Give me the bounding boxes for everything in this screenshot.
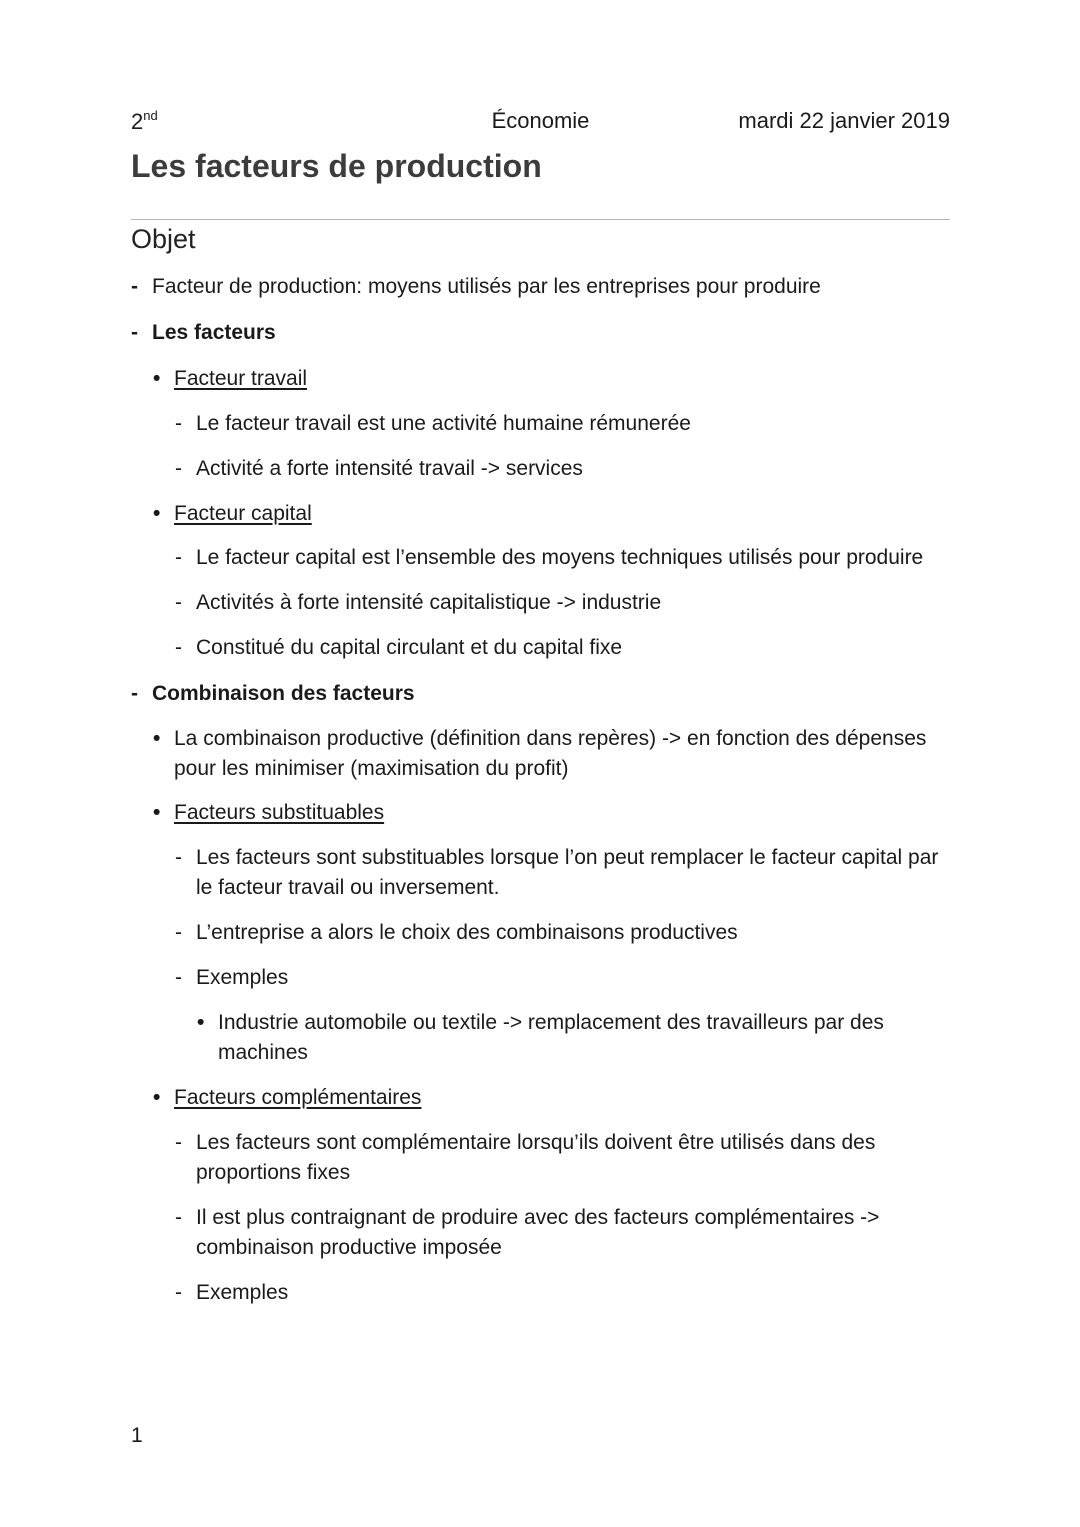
- list-item: - Activités à forte intensité capitalistique -> industrie: [131, 588, 950, 618]
- dash-marker: -: [131, 682, 138, 705]
- list-item: - Activité a forte intensité travail -> services: [131, 454, 950, 484]
- dash-marker: -: [175, 921, 182, 944]
- list-item: • Facteur travail: [131, 364, 950, 394]
- dash-marker: -: [131, 275, 138, 298]
- bullet-marker: •: [153, 801, 161, 824]
- list-item: • Industrie automobile ou textile -> remplacement des travailleurs par des machines: [131, 1008, 950, 1068]
- bullet-marker: •: [153, 367, 161, 390]
- list-item: • La combinaison productive (définition dans repères) -> en fonction des dépenses pour les minimiser (maximisation du profit): [131, 724, 950, 784]
- list-item: - Constitué du capital circulant et du capital fixe: [131, 633, 950, 663]
- list-item: - Exemples: [131, 1278, 950, 1308]
- bullet-marker: •: [153, 1086, 161, 1109]
- header-divider: [131, 219, 950, 220]
- dash-marker: -: [175, 1206, 182, 1229]
- list-item: - Les facteurs sont complémentaire lorsqu’ils doivent être utilisés dans des proportions fixes: [131, 1128, 950, 1188]
- dash-marker: -: [175, 457, 182, 480]
- list-item: - Le facteur travail est une activité humaine rémunerée: [131, 409, 950, 439]
- page-title: Les facteurs de production: [131, 148, 542, 184]
- dash-marker: -: [131, 321, 138, 344]
- list-item: • Facteurs complémentaires: [131, 1083, 950, 1113]
- notes-list: [131, 272, 950, 1308]
- subject-label: Économie: [491, 108, 590, 133]
- bullet-marker: •: [197, 1011, 205, 1034]
- list-item: - Facteur de production: moyens utilisés par les entreprises pour produire: [131, 272, 950, 302]
- list-item: - Exemples: [131, 963, 950, 993]
- dash-marker: -: [175, 546, 182, 569]
- dash-marker: -: [175, 636, 182, 659]
- list-item: - Combinaison des facteurs: [131, 679, 950, 709]
- dash-marker: -: [175, 1131, 182, 1154]
- grade-label: 2nd: [131, 108, 158, 134]
- list-item: - Les facteurs sont substituables lorsque l’on peut remplacer le facteur capital par le facteur travail ou inversement.: [131, 843, 950, 903]
- list-item: - L’entreprise a alors le choix des combinaisons productives: [131, 918, 950, 948]
- page-header: [131, 108, 950, 138]
- dash-marker: -: [175, 412, 182, 435]
- dash-marker: -: [175, 846, 182, 869]
- date-label: mardi 22 janvier 2019: [738, 108, 950, 133]
- list-item: • Facteur capital: [131, 499, 950, 529]
- dash-marker: -: [175, 1281, 182, 1304]
- bullet-marker: •: [153, 727, 161, 750]
- list-item: - Le facteur capital est l’ensemble des moyens techniques utilisés pour produire: [131, 543, 950, 573]
- dash-marker: -: [175, 966, 182, 989]
- list-item: - Les facteurs: [131, 318, 950, 348]
- dash-marker: -: [175, 591, 182, 614]
- list-item: • Facteurs substituables: [131, 798, 950, 828]
- bullet-marker: •: [153, 502, 161, 525]
- page-number: 1: [131, 1424, 143, 1447]
- list-item: - Il est plus contraignant de produire avec des facteurs complémentaires -> combinaison productive imposée: [131, 1203, 950, 1263]
- section-heading: Objet: [131, 224, 196, 254]
